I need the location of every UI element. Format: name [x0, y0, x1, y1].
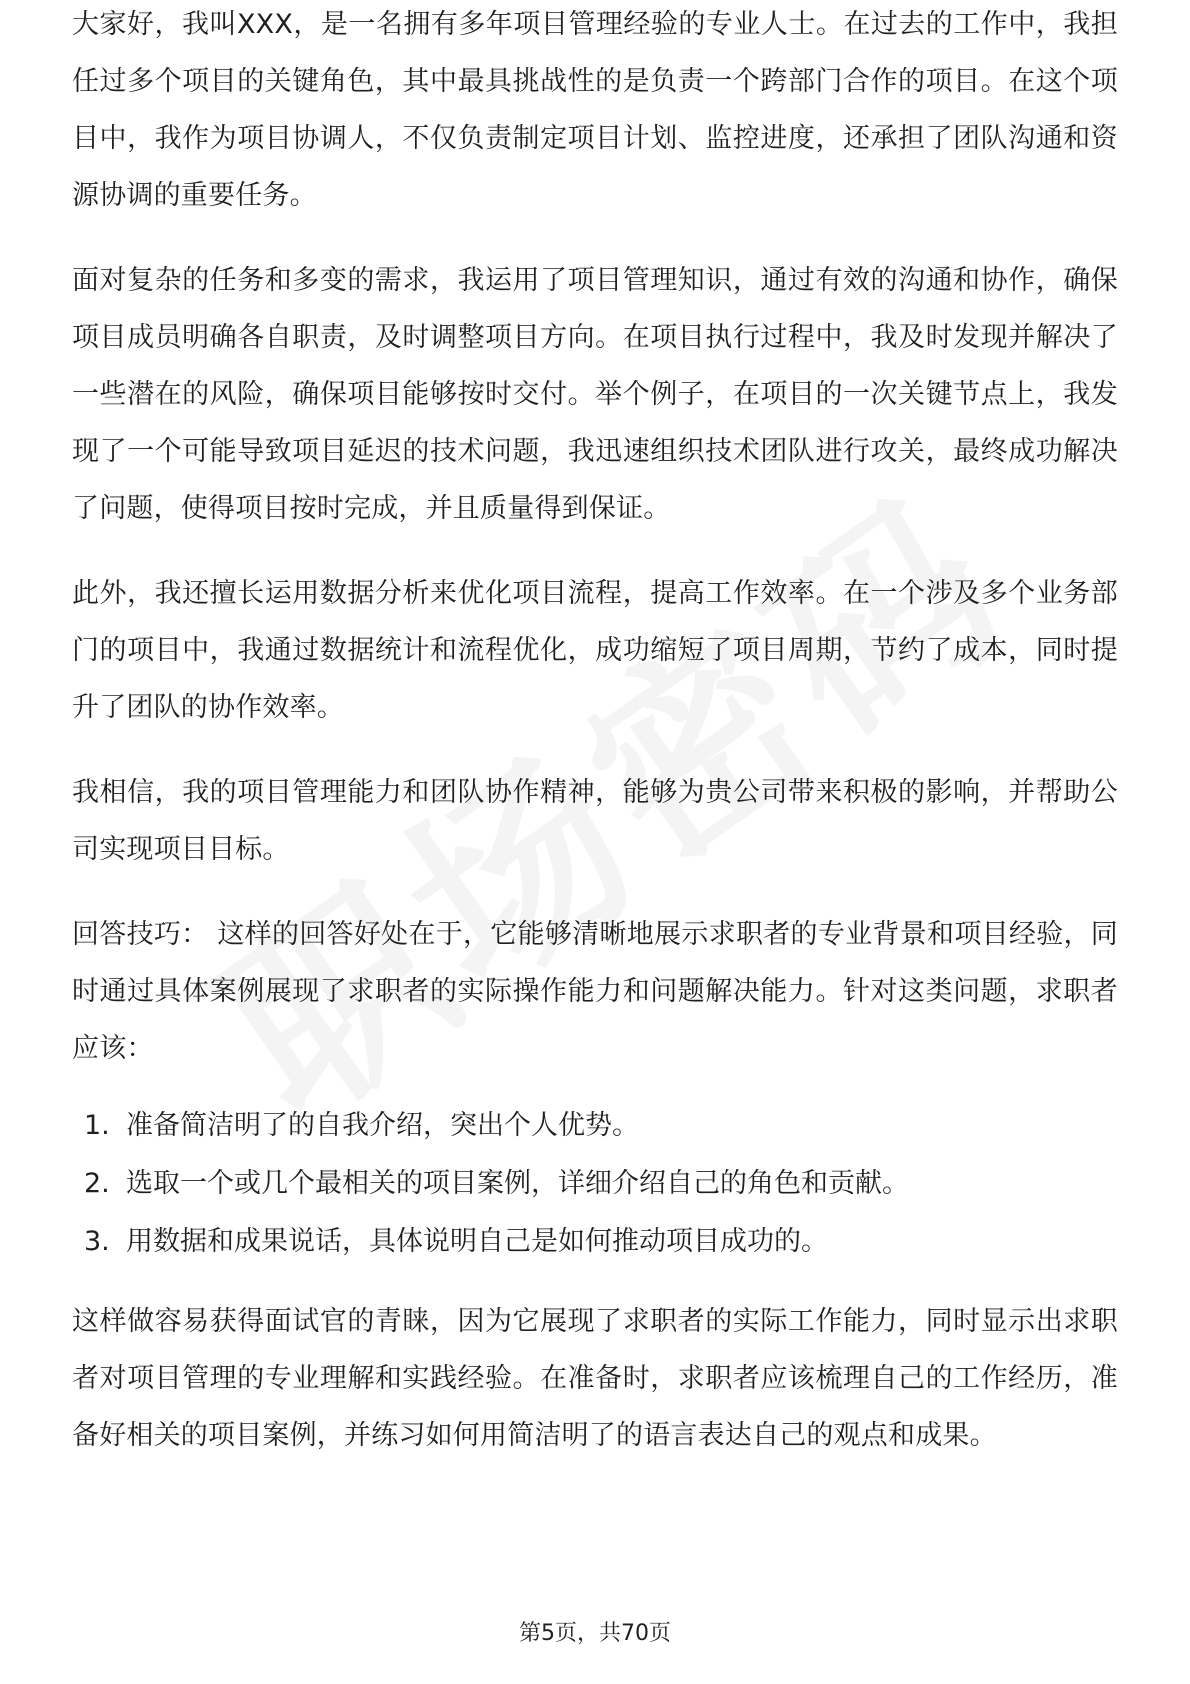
paragraph-intro: 大家好，我叫XXX，是一名拥有多年项目管理经验的专业人士。在过去的工作中，我担任过多个项目的关键角色，其中最具挑战性的是负责一个跨部门合作的项目。在这个项目中，我作为项目协调人，不仅负责制定项目计划、监控进度，还承担了团队沟通和资源协调的重要任务。: [72, 9, 1118, 211]
list-item-number: 1.: [84, 1110, 110, 1141]
paragraph-closing: 这样做容易获得面试官的青睐，因为它展现了求职者的实际工作能力，同时显示出求职者对项目管理的专业理解和实践经验。在准备时，求职者应该梳理自己的工作经历，准备好相关的项目案例，并练习如何用简洁明了的语言表达自己的观点和成果。: [72, 1306, 1118, 1451]
paragraph-answer-tips: 回答技巧： 这样的回答好处在于，它能够清晰地展示求职者的专业背景和项目经验，同时通过具体案例展现了求职者的实际操作能力和问题解决能力。针对这类问题，求职者应该：: [72, 919, 1118, 1064]
page-number: 第5页，共70页: [519, 1621, 671, 1646]
document-body: [72, 9, 1118, 1464]
list-item-text: 准备简洁明了的自我介绍，突出个人优势。: [126, 1110, 639, 1141]
list-item-text: 选取一个或几个最相关的项目案例，详细介绍自己的角色和贡献。: [126, 1168, 909, 1199]
tips-list: [72, 1097, 1118, 1271]
paragraph-conclusion: 我相信，我的项目管理能力和团队协作精神，能够为贵公司带来积极的影响，并帮助公司实现项目目标。: [72, 777, 1118, 865]
list-item-number: 3.: [84, 1226, 110, 1257]
list-item: [72, 1213, 1118, 1271]
paragraph-challenges: 面对复杂的任务和多变的需求，我运用了项目管理知识，通过有效的沟通和协作，确保项目成员明确各自职责，及时调整项目方向。在项目执行过程中，我及时发现并解决了一些潜在的风险，确保项目能够按时交付。举个例子，在项目的一次关键节点上，我发现了一个可能导致项目延迟的技术问题，我迅速组织技术团队进行攻关，最终成功解决了问题，使得项目按时完成，并且质量得到保证。: [72, 265, 1118, 524]
list-item: [72, 1155, 1118, 1213]
paragraph-data-analysis: 此外，我还擅长运用数据分析来优化项目流程，提高工作效率。在一个涉及多个业务部门的项目中，我通过数据统计和流程优化，成功缩短了项目周期，节约了成本，同时提升了团队的协作效率。: [72, 578, 1118, 723]
list-item-text: 用数据和成果说话，具体说明自己是如何推动项目成功的。: [126, 1226, 828, 1257]
list-item-number: 2.: [84, 1168, 110, 1199]
list-item: [72, 1097, 1118, 1155]
